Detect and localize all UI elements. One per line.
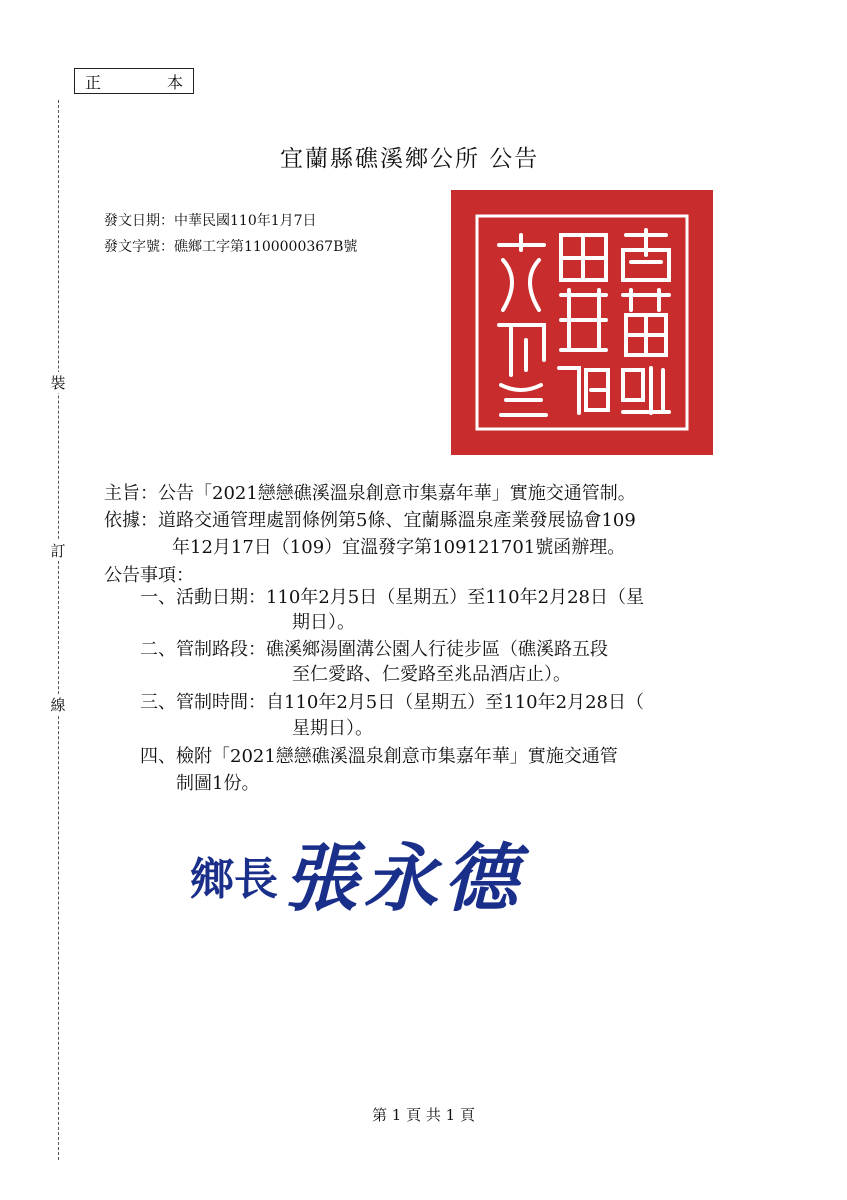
item-number: 四、 [140,746,176,767]
item-text: 礁溪鄉湯圍溝公園人行徒步區（礁溪路五段 [266,639,608,660]
item-4-line-2: 制圖1份。 [176,773,260,794]
signature-name: 張永德 [283,836,524,922]
item-number: 二、 [140,639,176,660]
item-1-line-1 [140,585,644,611]
basis-text-1: 道路交通管理處罰條例第5條、宜蘭縣溫泉產業發展協會109 [158,510,636,531]
item-text: 自110年2月5日（星期五）至110年2月28日（ [266,692,644,713]
binding-char-xian: 線 [46,694,70,715]
signature-stamp [190,820,524,926]
subject-label: 主旨： [104,483,158,504]
item-number: 三、 [140,692,176,713]
subject-line [104,481,636,507]
basis-line-1 [104,508,636,534]
item-number: 一、 [140,587,176,608]
issue-date: 發文日期：中華民國110年1月7日 [104,213,317,229]
item-3-line-1 [140,690,644,716]
official-seal [451,190,713,455]
item-text: 110年2月5日（星期五）至110年2月28日（星 [266,587,644,608]
item-4-line-1 [140,744,618,770]
binding-char-ding: 訂 [46,540,70,561]
page-footer: 第 1 頁 共 1 頁 [372,1106,475,1124]
items-heading: 公告事項： [104,565,194,586]
item-text: 檢附「2021戀戀礁溪溫泉創意市集嘉年華」實施交通管 [176,746,618,767]
issue-number: 發文字號：礁鄉工字第1100000367B號 [104,239,358,255]
item-2-line-2: 至仁愛路、仁愛路至兆品酒店止）。 [292,664,571,685]
item-1-line-2: 期日）。 [292,612,355,633]
subject-text: 公告「2021戀戀礁溪溫泉創意市集嘉年華」實施交通管制。 [158,483,636,504]
seal-ink-field [451,190,713,455]
item-label: 管制時間： [176,692,266,713]
binding-line [58,100,59,1160]
item-label: 活動日期： [176,587,266,608]
copy-mark-right: 本 [166,72,183,92]
copy-mark-left: 正 [85,72,102,92]
signature-title: 鄉長 [190,854,278,905]
item-label: 管制路段： [176,639,266,660]
document-title: 宜蘭縣礁溪鄉公所 公告 [280,146,540,172]
binding-char-zhuang: 裝 [46,372,70,393]
basis-label: 依據： [104,510,158,531]
item-3-line-2: 星期日）。 [292,718,373,739]
original-copy-mark [74,68,194,94]
basis-line-2: 年12月17日（109）宜溫發字第109121701號函辦理。 [172,537,626,558]
item-2-line-1 [140,637,608,663]
